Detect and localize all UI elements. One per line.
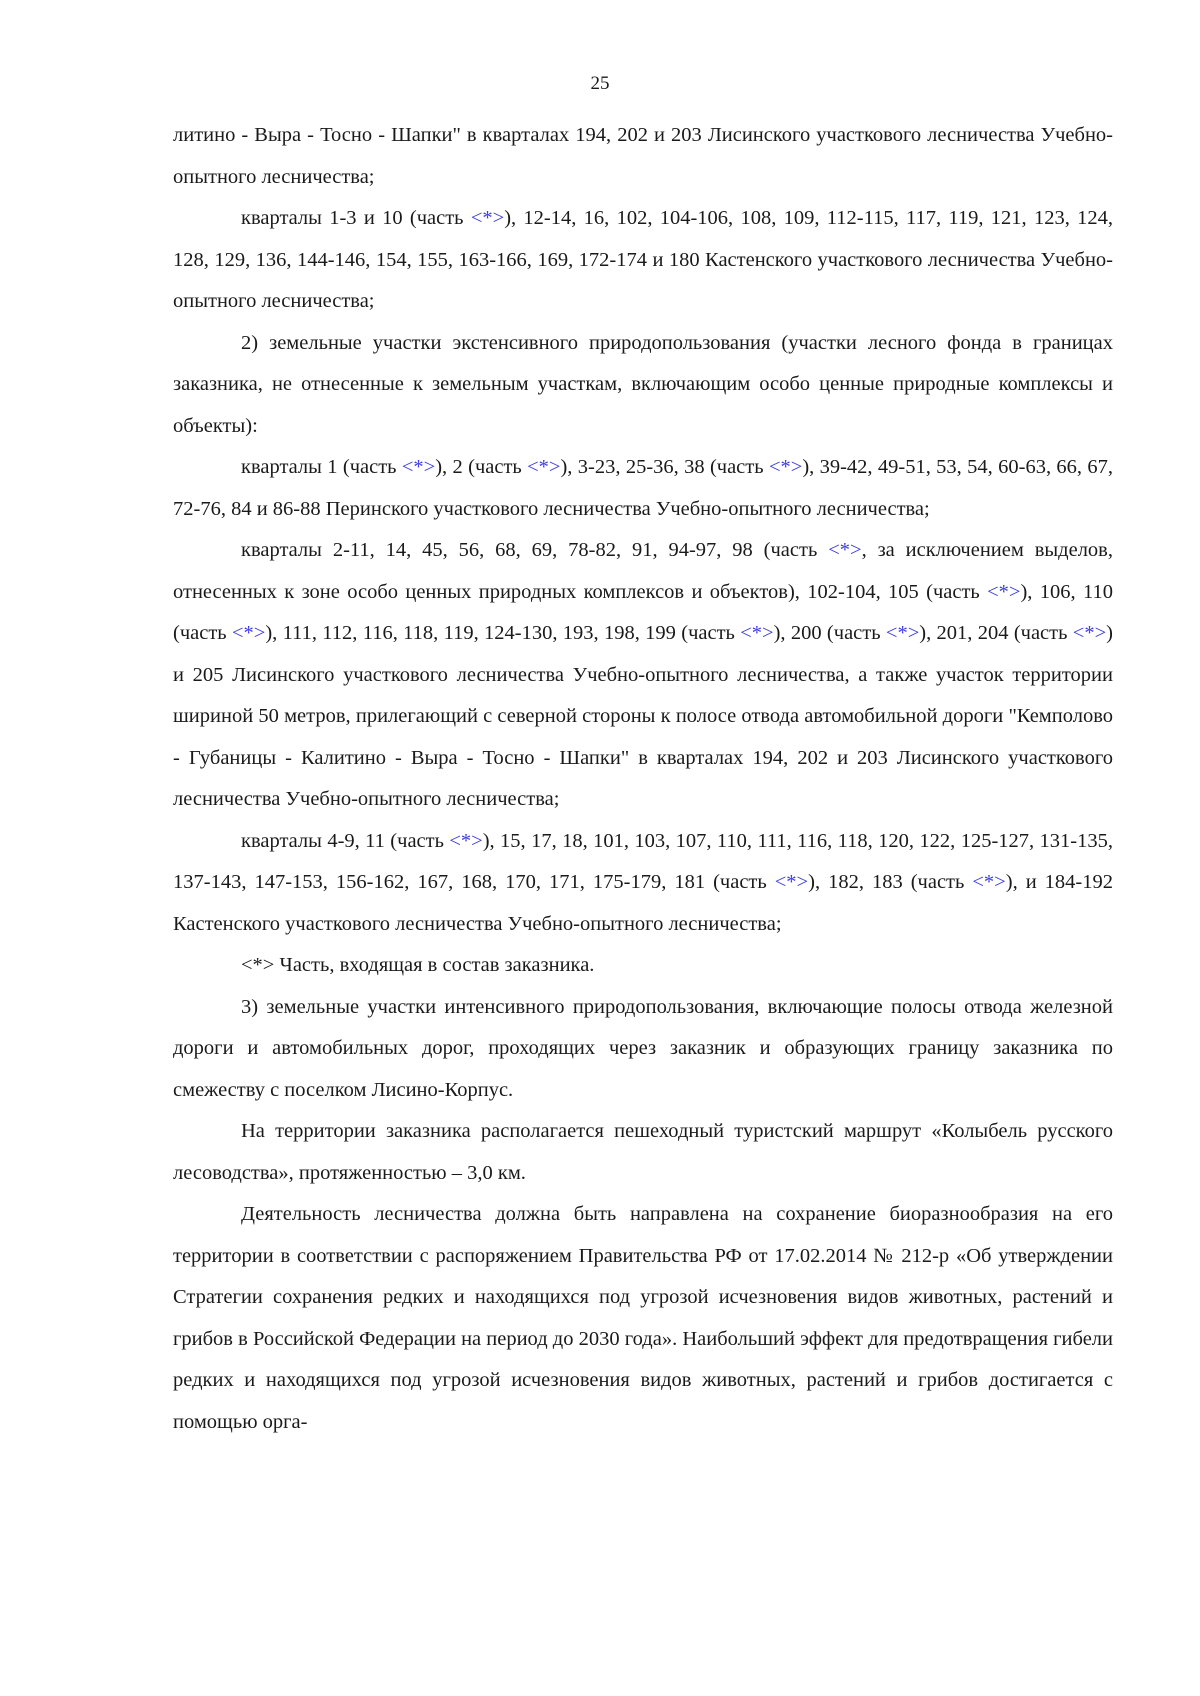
paragraph bbox=[173, 115, 1113, 198]
paragraph-text: кварталы 1-3 и 10 (часть bbox=[241, 207, 471, 229]
paragraph-text: ), 182, 183 (часть bbox=[808, 871, 973, 893]
paragraph-text: ) и 205 Лисинского участкового лесничества Учебно-опытного лесничества, а также участок территории шириной 50 метров, прилегающий с северной стороны к полосе отвода автомобильной дороги "Кемполово - Губаницы - Калитино - Выра - Тосно - Шапки" в кварталах 194, 202 и 203 Лисинского участкового лесничества Учебно-опытного лесничества; bbox=[173, 622, 1113, 810]
paragraph-text: ), 111, 112, 116, 118, 119, 124-130, 193, 198, 199 (часть bbox=[265, 622, 741, 644]
paragraph-text: <*> Часть, входящая в состав заказника. bbox=[241, 954, 595, 976]
paragraph-text: ), 200 (часть bbox=[773, 622, 886, 644]
paragraph-text: , за исключением выделов, отнесенных к зоне особо ценных природных комплексов и объектов), 102-104, 105 (часть bbox=[173, 539, 1113, 603]
paragraph-text: ), и 184-192 Кастенского участкового лесничества Учебно-опытного лесничества; bbox=[173, 871, 1114, 935]
paragraph-text: Деятельность лесничества должна быть направлена на сохранение биоразнообразия на его территории в соответствии с распоряжением Правительства РФ от 17.02.2014 № 212-р «Об утверждении Стратегии сохранения редких и находящихся под угрозой исчезновения видов животных, растений и грибов в Российской Федерации на период до 2030 года». Наибольший эффект для предотвращения гибели редких и находящихся под угрозой исчезновения видов животных, растений и грибов достигается с помощью орга- bbox=[173, 1203, 1113, 1433]
paragraph-text: ), 3-23, 25-36, 38 (часть bbox=[560, 456, 769, 478]
paragraph-text: 3) земельные участки интенсивного природопользования, включающие полосы отвода железной дороги и автомобильных дорог, проходящих через заказник и образующих границу заказника по смежеству с поселком Лисино-Корпус. bbox=[173, 995, 1113, 1101]
paragraph-text: ), 106, 110 (часть bbox=[173, 580, 1113, 644]
footnote-ref-link[interactable]: <*> bbox=[1072, 622, 1107, 644]
paragraph-text: ), 2 (часть bbox=[435, 456, 528, 478]
paragraph bbox=[173, 198, 1113, 323]
paragraph bbox=[173, 530, 1113, 821]
paragraph bbox=[173, 323, 1113, 448]
document-body bbox=[173, 115, 1113, 1443]
footnote-ref-link[interactable]: <*> bbox=[231, 622, 266, 644]
paragraph bbox=[173, 1111, 1113, 1194]
footnote-ref-link[interactable]: <*> bbox=[449, 829, 483, 852]
paragraph-text: ), 12-14, 16, 102, 104-106, 108, 109, 112-115, 117, 119, 121, 123, 124, 128, 129, 136, 144-146, 154, 155, 163-166, 169, 172-174 и 180 Кастенского участкового лесничества Учебно-опытного лесничества; bbox=[173, 207, 1113, 312]
paragraph-text: ), 201, 204 (часть bbox=[919, 622, 1073, 644]
paragraph bbox=[173, 821, 1113, 946]
paragraph-text: 2) земельные участки экстенсивного природопользования (участки лесного фонда в границах заказника, не отнесенные к земельным участкам, включающим особо ценные природные комплексы и объекты): bbox=[173, 331, 1113, 437]
paragraph-text: кварталы 1 (часть bbox=[241, 456, 402, 478]
paragraph-text: На территории заказника располагается пешеходный туристский маршрут «Колыбель русского лесоводства», протяженностью – 3,0 км. bbox=[173, 1120, 1113, 1184]
footnote-ref-link[interactable]: <*> bbox=[774, 871, 809, 893]
paragraph-text: кварталы 4-9, 11 (часть bbox=[241, 829, 450, 852]
footnote-ref-link[interactable]: <*> bbox=[401, 456, 436, 478]
paragraph-text: литино - Выра - Тосно - Шапки" в кварталах 194, 202 и 203 Лисинского участкового лесничества Учебно-опытного лесничества; bbox=[173, 124, 1113, 188]
footnote-ref-link[interactable]: <*> bbox=[470, 207, 505, 229]
paragraph bbox=[173, 447, 1113, 530]
footnote-ref-link[interactable]: <*> bbox=[527, 456, 561, 478]
footnote-ref-link[interactable]: <*> bbox=[885, 622, 920, 644]
footnote-ref-link[interactable]: <*> bbox=[768, 456, 803, 478]
paragraph-text: ), 15, 17, 18, 101, 103, 107, 110, 111, 116, 118, 120, 122, 125-127, 131-135, 137-143, 147-153, 156-162, 167, 168, 170, 171, 175-179, 181 (часть bbox=[173, 829, 1113, 893]
paragraph bbox=[173, 987, 1113, 1112]
page-number: 25 bbox=[590, 73, 610, 94]
paragraph bbox=[173, 945, 1113, 987]
footnote-ref-link[interactable]: <*> bbox=[828, 539, 862, 561]
footnote-ref-link[interactable]: <*> bbox=[740, 622, 774, 644]
footnote-ref-link[interactable]: <*> bbox=[987, 580, 1021, 603]
paragraph-text: ), 39-42, 49-51, 53, 54, 60-63, 66, 67, 72-76, 84 и 86-88 Перинского участкового лесничества Учебно-опытного лесничества; bbox=[173, 456, 1113, 520]
paragraph-text: кварталы 2-11, 14, 45, 56, 68, 69, 78-82, 91, 94-97, 98 (часть bbox=[241, 539, 829, 561]
footnote-ref-link[interactable]: <*> bbox=[972, 871, 1006, 893]
paragraph bbox=[173, 1194, 1113, 1443]
